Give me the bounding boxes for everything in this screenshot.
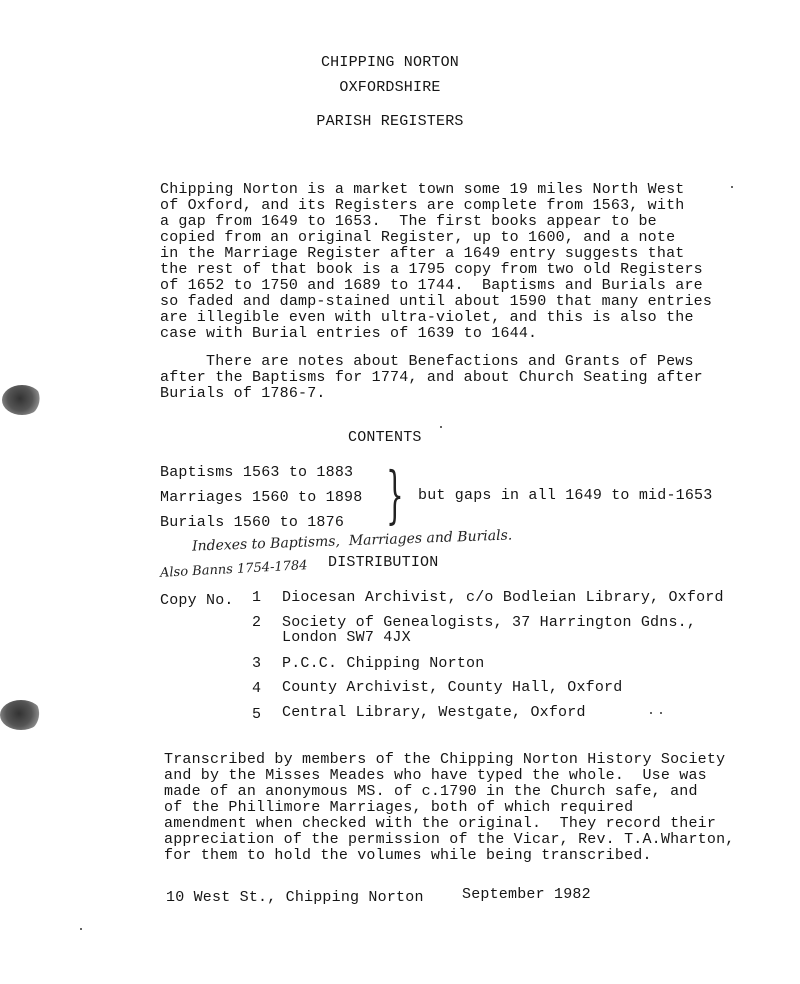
speck [440, 426, 442, 428]
title-county: OXFORDSHIRE [339, 79, 441, 96]
contents-item: Marriages 1560 to 1898 [160, 489, 363, 506]
speck [731, 186, 733, 188]
credits-line: Transcribed by members of the Chipping Norton History Society [164, 751, 726, 768]
copy-recipient: Society of Genealogists, 37 Harrington Gdns., [282, 614, 697, 631]
intro-line: Chipping Norton is a market town some 19 miles North West [160, 181, 685, 198]
credits-line: and by the Misses Meades who have typed the whole. Use was [164, 767, 707, 784]
punch-hole-top [2, 385, 42, 415]
intro-line: in the Marriage Register after a 1649 entry suggests that [160, 245, 685, 262]
contents-heading: CONTENTS [348, 429, 422, 446]
credits-line: amendment when checked with the original. They record their [164, 815, 717, 832]
handwritten-indexes-note: Indexes to Baptisms, Marriages and Burials. [191, 527, 513, 555]
credits-line: appreciation of the permission of the Vicar, Rev. T.A.Wharton, [164, 831, 735, 848]
speck [650, 712, 652, 714]
speck [80, 928, 82, 930]
copy-recipient: County Archivist, County Hall, Oxford [282, 679, 623, 696]
notes-line: after the Baptisms for 1774, and about Church Seating after [160, 369, 703, 386]
copy-recipient: Central Library, Westgate, Oxford [282, 704, 586, 721]
intro-line: copied from an original Register, up to 1600, and a note [160, 229, 676, 246]
title-town: CHIPPING NORTON [320, 54, 460, 71]
copy-label: Copy No. [160, 592, 234, 609]
distribution-heading: DISTRIBUTION [328, 554, 439, 571]
credits-line: made of an anonymous MS. of c.1790 in the Church safe, and [164, 783, 698, 800]
notes-line: Burials of 1786-7. [160, 385, 326, 402]
intro-line: so faded and damp-stained until about 1590 that many entries [160, 293, 713, 310]
footer-address: 10 West St., Chipping Norton [166, 889, 424, 906]
intro-line: a gap from 1649 to 1653. The first books appear to be [160, 213, 657, 230]
handwritten-banns-note: Also Banns 1754-1784 [159, 558, 308, 581]
contents-gap-note: but gaps in all 1649 to mid-1653 [418, 487, 713, 504]
credits-line: of the Phillimore Marriages, both of which required [164, 799, 634, 816]
notes-line: There are notes about Benefactions and Grants of Pews [160, 353, 694, 370]
intro-line: of 1652 to 1750 and 1689 to 1744. Baptisms and Burials are [160, 277, 703, 294]
punch-hole-bottom [0, 700, 42, 730]
copy-number: 2 [252, 614, 262, 631]
intro-line: of Oxford, and its Registers are complete from 1563, with [160, 197, 685, 214]
copy-recipient: P.C.C. Chipping Norton [282, 655, 485, 672]
speck [660, 712, 662, 714]
contents-item: Baptisms 1563 to 1883 [160, 464, 354, 481]
intro-line: the rest of that book is a 1795 copy from two old Registers [160, 261, 703, 278]
credits-line: for them to hold the volumes while being transcribed. [164, 847, 652, 864]
intro-line: case with Burial entries of 1639 to 1644. [160, 325, 538, 342]
brace-glyph: } [386, 458, 404, 531]
contents-item: Burials 1560 to 1876 [160, 514, 345, 531]
copy-number: 3 [252, 655, 262, 672]
copy-number: 4 [252, 680, 262, 697]
footer-date: September 1982 [462, 886, 591, 903]
intro-line: are illegible even with ultra-violet, and this is also the [160, 309, 694, 326]
copy-number: 1 [252, 589, 262, 606]
copy-recipient: Diocesan Archivist, c/o Bodleian Library, Oxford [282, 589, 724, 606]
title-registers: PARISH REGISTERS [316, 113, 464, 130]
copy-number: 5 [252, 706, 262, 723]
copy-recipient: London SW7 4JX [282, 629, 411, 646]
